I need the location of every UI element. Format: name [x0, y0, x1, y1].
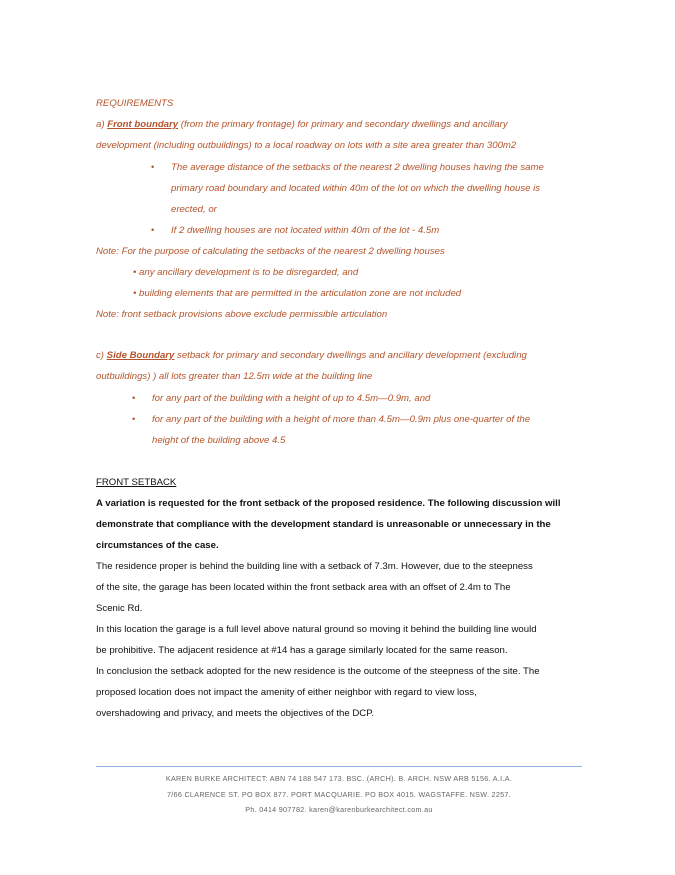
- side-boundary-term: Side Boundary: [106, 350, 175, 361]
- variation-statement: circumstances of the case.: [96, 540, 219, 551]
- bullet-item-continuation: height of the building above 4.5: [152, 435, 286, 446]
- front-boundary-line-2: development (including outbuildings) to a local roadway on lots with a site area greater than 300m2: [96, 140, 517, 151]
- paragraph-line: be prohibitive. The adjacent residence at #14 has a garage similarly located for the same reason.: [96, 645, 508, 656]
- note-1-item: • building elements that are permitted in the articulation zone are not included: [133, 288, 462, 299]
- front-boundary-term: Front boundary: [107, 119, 179, 130]
- footer-divider: [96, 766, 582, 767]
- paragraph-line: overshadowing and privacy, and meets the objectives of the DCP.: [96, 708, 375, 719]
- footer-line-1: KAREN BURKE ARCHITECT: ABN 74 188 547 173. BSC. (ARCH). B. ARCH. NSW ARB 5156. A.I.A.: [165, 774, 513, 783]
- side-boundary-line: c) Side Boundary setback for primary and secondary dwellings and ancillary development (excluding: [96, 350, 527, 361]
- bullet-item: • The average distance of the setbacks of the nearest 2 dwelling houses having the same: [171, 158, 544, 179]
- bullet-icon: •: [132, 414, 136, 425]
- bullet-item: • for any part of the building with a height of more than 4.5m—0.9m plus one-quarter of the: [152, 410, 530, 431]
- front-setback-heading: FRONT SETBACK: [96, 477, 177, 488]
- note-1: Note: For the purpose of calculating the setbacks of the nearest 2 dwelling houses: [96, 246, 445, 257]
- paragraph-line: proposed location does not impact the amenity of either neighbor with regard to view loss,: [96, 687, 477, 698]
- side-boundary-line-2: outbuildings) ) all lots greater than 12.5m wide at the building line: [96, 371, 373, 382]
- bullet-item: • If 2 dwelling houses are not located within 40m of the lot - 4.5m: [171, 221, 439, 242]
- paragraph-line: of the site, the garage has been located within the front setback area with an offset of 2.4m to The: [96, 582, 511, 593]
- variation-statement: demonstrate that compliance with the development standard is unreasonable or unnecessary in the: [96, 519, 551, 530]
- front-boundary-line: a) Front boundary (from the primary frontage) for primary and secondary dwellings and ancillary: [96, 119, 508, 130]
- bullet-item-continuation: primary road boundary and located within 40m of the lot on which the dwelling house is: [171, 183, 541, 194]
- bullet-icon: •: [151, 162, 155, 173]
- bullet-icon: •: [151, 225, 155, 236]
- bullet-item-continuation: erected, or: [171, 204, 217, 215]
- requirements-heading: REQUIREMENTS: [96, 98, 174, 109]
- footer-line-2: 7/66 CLARENCE ST. PO BOX 877. PORT MACQUARIE. PO BOX 4015. WAGSTAFFE. NSW. 2257.: [166, 790, 512, 799]
- bullet-icon: •: [132, 393, 136, 404]
- note-2: Note: front setback provisions above exclude permissible articulation: [96, 309, 388, 320]
- paragraph-line: Scenic Rd.: [96, 603, 143, 614]
- variation-statement: A variation is requested for the front setback of the proposed residence. The following discussion will: [96, 498, 561, 509]
- footer-line-3: Ph. 0414 907782. karen@karenburkearchitect.com.au: [245, 805, 433, 814]
- note-1-item: • any ancillary development is to be disregarded, and: [133, 267, 359, 278]
- paragraph-line: In conclusion the setback adopted for the new residence is the outcome of the steepness of the site. The: [96, 666, 540, 677]
- paragraph-line: The residence proper is behind the building line with a setback of 7.3m. However, due to the steepness: [96, 561, 533, 572]
- bullet-item: • for any part of the building with a height of up to 4.5m—0.9m, and: [152, 389, 430, 410]
- paragraph-line: In this location the garage is a full level above natural ground so moving it behind the building line would: [96, 624, 537, 635]
